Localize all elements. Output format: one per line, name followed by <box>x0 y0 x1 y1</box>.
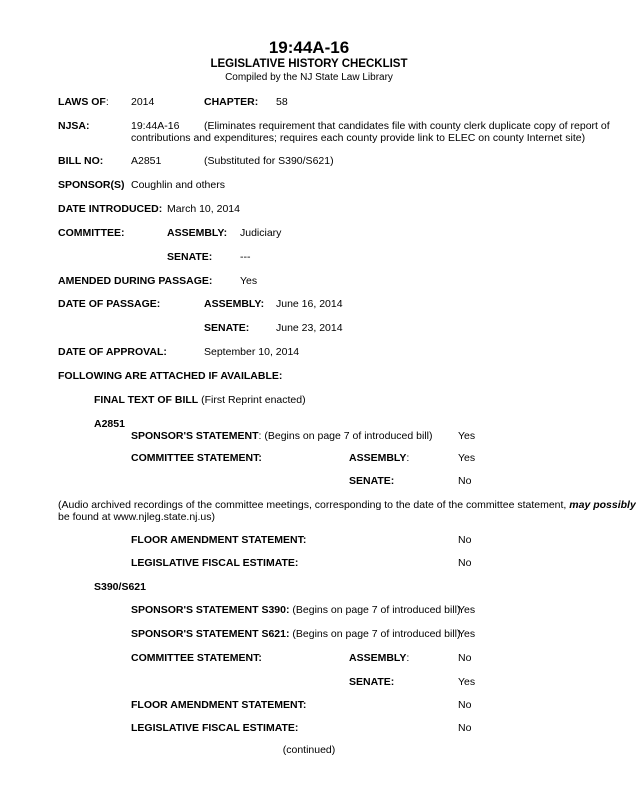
a2851-sponsor-statement-value: Yes <box>458 430 476 442</box>
a2851-floor-amendment-value: No <box>458 534 472 546</box>
s390-sponsor-statement-note: (Begins on page 7 of introduced bill) <box>289 604 461 616</box>
committee-label: COMMITTEE: <box>58 227 125 239</box>
passage-senate-label: SENATE: <box>204 322 250 334</box>
approval-label: DATE OF APPROVAL: <box>58 346 167 358</box>
njsa-value: 19:44A-16 <box>131 120 180 132</box>
bill-no-label: BILL NO: <box>58 155 104 167</box>
s390-sponsor-statement <box>131 604 461 617</box>
committee-assembly-value: Judiciary <box>240 227 282 239</box>
a2851-sponsor-statement-note: : (Begins on page 7 of introduced bill) <box>258 430 433 442</box>
amended-label: AMENDED DURING PASSAGE: <box>58 275 213 287</box>
passage-label: DATE OF PASSAGE: <box>58 298 161 310</box>
s390-heading: S390/S621 <box>94 581 146 593</box>
a2851-assembly-label: ASSEMBLY <box>349 452 407 464</box>
passage-senate-value: June 23, 2014 <box>276 322 343 334</box>
bill-no-note: (Substituted for S390/S621) <box>204 155 334 167</box>
s390-senate-label: SENATE: <box>349 676 395 688</box>
s390-floor-amendment-label: FLOOR AMENDMENT STATEMENT: <box>131 699 307 711</box>
statute-number: 19:44A-16 <box>268 38 350 57</box>
s390-committee-statement-label: COMMITTEE STATEMENT: <box>131 652 262 664</box>
a2851-floor-amendment-label: FLOOR AMENDMENT STATEMENT: <box>131 534 307 546</box>
s390-floor-amendment-value: No <box>458 699 472 711</box>
a2851-sponsor-statement <box>131 430 433 443</box>
a2851-committee-statement-label: COMMITTEE STATEMENT: <box>131 452 262 464</box>
chapter-label: CHAPTER: <box>204 96 259 108</box>
committee-senate-label: SENATE: <box>167 251 213 263</box>
bill-no-value: A2851 <box>131 155 162 167</box>
s390-fiscal-estimate-label: LEGISLATIVE FISCAL ESTIMATE: <box>131 722 299 734</box>
s390-assembly-label: ASSEMBLY <box>349 652 407 664</box>
committee-senate-value: --- <box>240 251 251 263</box>
approval-value: September 10, 2014 <box>204 346 300 358</box>
laws-of-colon: : <box>105 96 109 108</box>
committee-assembly-label: ASSEMBLY: <box>167 227 228 239</box>
a2851-assembly-colon: : <box>406 452 410 464</box>
a2851-heading: A2851 <box>94 418 125 430</box>
laws-of-row <box>58 96 109 109</box>
audio-note-emphasis: may possibly <box>569 499 636 511</box>
sponsor-label: SPONSOR(S) <box>58 179 125 191</box>
s390-assembly-row <box>349 652 409 665</box>
page-title: LEGISLATIVE HISTORY CHECKLIST <box>210 58 408 70</box>
continued-note: (continued) <box>282 744 336 756</box>
s390-senate-value: Yes <box>458 676 476 688</box>
s390-assembly-colon: : <box>406 652 410 664</box>
chapter-value: 58 <box>276 96 288 108</box>
a2851-assembly-value: Yes <box>458 452 476 464</box>
final-text-label: FINAL TEXT OF BILL <box>94 394 199 406</box>
a2851-senate-label: SENATE: <box>349 475 395 487</box>
s621-sponsor-statement-value: Yes <box>458 628 476 640</box>
date-introduced-label: DATE INTRODUCED: <box>58 203 163 215</box>
s390-assembly-value: No <box>458 652 472 664</box>
s621-sponsor-statement <box>131 628 461 641</box>
njsa-label: NJSA: <box>58 120 90 132</box>
date-introduced-value: March 10, 2014 <box>167 203 240 215</box>
compiled-by: Compiled by the NJ State Law Library <box>225 72 393 83</box>
a2851-sponsor-statement-label: SPONSOR'S STATEMENT <box>131 430 259 442</box>
attached-heading: FOLLOWING ARE ATTACHED IF AVAILABLE: <box>58 370 283 382</box>
audio-note-text: (Audio archived recordings of the committee meetings, corresponding to the date of the committee statement, <box>58 499 570 511</box>
s390-fiscal-estimate-value: No <box>458 722 472 734</box>
a2851-fiscal-estimate-label: LEGISLATIVE FISCAL ESTIMATE: <box>131 557 299 569</box>
final-text-note: (First Reprint enacted) <box>198 394 306 406</box>
s390-sponsor-statement-value: Yes <box>458 604 476 616</box>
laws-of-value: 2014 <box>131 96 155 108</box>
s621-sponsor-statement-note: (Begins on page 7 of introduced bill) <box>289 628 461 640</box>
a2851-senate-value: No <box>458 475 472 487</box>
laws-of-label: LAWS OF <box>58 96 106 108</box>
passage-assembly-label: ASSEMBLY: <box>204 298 265 310</box>
njsa-description-line1: (Eliminates requirement that candidates file with county clerk duplicate copy of report of <box>204 120 610 132</box>
passage-assembly-value: June 16, 2014 <box>276 298 343 310</box>
a2851-fiscal-estimate-value: No <box>458 557 472 569</box>
s621-sponsor-statement-label: SPONSOR'S STATEMENT S621: <box>131 628 290 640</box>
s390-sponsor-statement-label: SPONSOR'S STATEMENT S390: <box>131 604 290 616</box>
a2851-assembly-row <box>349 452 409 465</box>
sponsor-value: Coughlin and others <box>131 179 225 191</box>
audio-note-line2: be found at www.njleg.state.nj.us) <box>58 511 216 523</box>
njsa-description-line2: contributions and expenditures; requires each county provide link to ELEC on county Internet site) <box>131 132 586 144</box>
amended-value: Yes <box>240 275 258 287</box>
final-text-row <box>94 394 306 407</box>
